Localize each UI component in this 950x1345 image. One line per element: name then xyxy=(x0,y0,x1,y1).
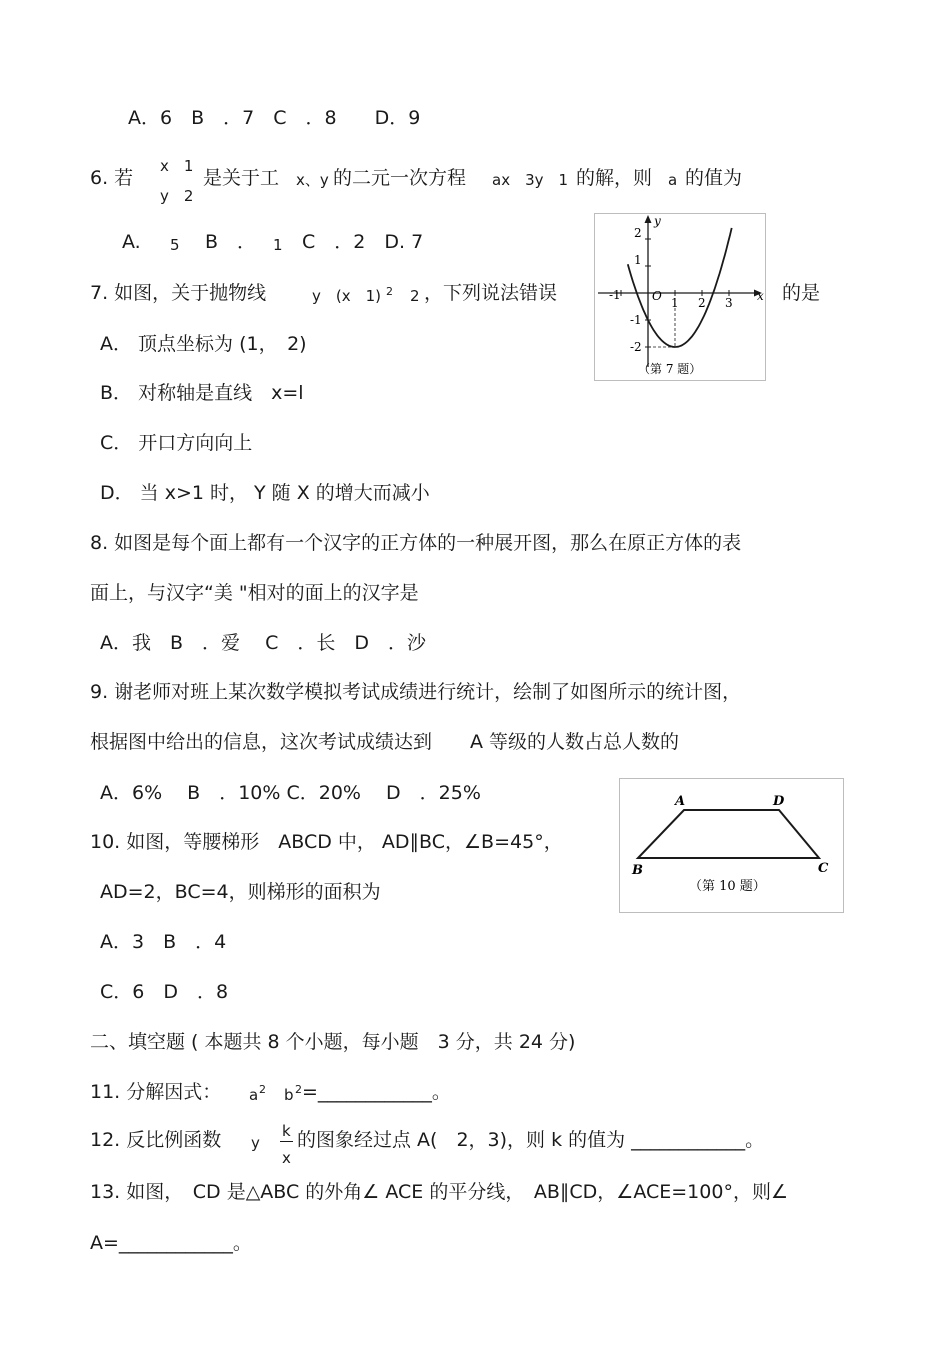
q7-option-d: D． 当 x>1 时， Y 随 X 的增大而减小 xyxy=(100,482,430,504)
q7-stem-end: ，下列说法错误 xyxy=(424,282,558,304)
parabola-curve xyxy=(628,228,732,347)
q10-line1: 10. 如图，等腰梯形 ABCD 中， AD∥BC，∠B=45°， xyxy=(90,831,563,853)
vertex-c-label: C xyxy=(818,861,829,876)
q12-y: y xyxy=(251,1134,260,1152)
q6-option-cd: C ．2 D. 7 xyxy=(302,231,424,253)
q12-fraction-numerator: k xyxy=(282,1122,291,1140)
q6-system-x: x 1 xyxy=(160,157,194,175)
q9-line2: 根据图中给出的信息，这次考试成绩达到 A 等级的人数占总人数的 xyxy=(90,731,680,753)
y-axis-arrow xyxy=(645,215,652,223)
q7-parabola-figure xyxy=(594,213,766,381)
q13-line1: 13. 如图， CD 是△ABC 的外角∠ ACE 的平分线， AB∥CD，∠ACE=100°，则∠ xyxy=(90,1181,788,1203)
y-axis-label: y xyxy=(654,214,661,228)
q8-options: A．我 B ．爱 C ．长 D ．沙 xyxy=(100,632,426,654)
vertex-a-label: A xyxy=(675,794,686,809)
vertex-d-label: D xyxy=(773,794,785,809)
q6-option-a-value: 5 xyxy=(170,236,180,254)
q11-answer-blank: =____________。 xyxy=(302,1081,451,1103)
q9-options: A．6% B ．10% C．20% D ．25% xyxy=(100,782,481,804)
q8-line1: 8. 如图是每个面上都有一个汉字的正方体的一种展开图，那么在原正方体的表 xyxy=(90,532,742,554)
x-tick-1: 1 xyxy=(671,296,679,310)
y-tick-minus1: -1 xyxy=(630,313,642,327)
q6-option-a: A. xyxy=(122,231,141,253)
q7-formula: y (x 1) xyxy=(312,287,382,305)
origin-label: O xyxy=(652,289,662,303)
q7-option-a: A． 顶点坐标为 (1， 2) xyxy=(100,333,307,355)
q7-option-b: B． 对称轴是直线 x=l xyxy=(100,382,304,404)
q13-line2: A=____________。 xyxy=(90,1232,252,1254)
y-tick-2: 2 xyxy=(634,226,642,240)
q6-number: 6. 若 xyxy=(90,167,134,189)
q7-figure-caption: （第 7 题） xyxy=(638,362,702,376)
q12-stem: 12. 反比例函数 xyxy=(90,1129,222,1151)
q9-line1: 9. 谢老师对班上某次数学模拟考试成绩进行统计，绘制了如图所示的统计图， xyxy=(90,681,742,703)
q10-options-cd: C．6 D ．8 xyxy=(100,981,229,1003)
x-tick-3: 3 xyxy=(725,296,733,310)
x-axis-label: x xyxy=(757,289,764,303)
section2-heading: 二、填空题 ( 本题共 8 个小题，每小题 3 分，共 24 分) xyxy=(90,1031,576,1053)
q7-stem: 7. 如图，关于抛物线 xyxy=(90,282,267,304)
q6-option-b-value: 1 xyxy=(273,236,283,254)
y-tick-1: 1 xyxy=(634,253,642,267)
q10-line2: AD=2，BC=4，则梯形的面积为 xyxy=(100,881,381,903)
q11-stem: 11. 分解因式： xyxy=(90,1081,222,1103)
q11-a: a xyxy=(249,1086,259,1104)
y-tick-minus2: -2 xyxy=(630,340,642,354)
q12-fraction-bar xyxy=(280,1141,293,1142)
q8-line2: 面上，与汉字“美 "相对的面上的汉字是 xyxy=(90,582,419,604)
q6-text2: 的二元一次方程 xyxy=(333,167,467,189)
q11-exponent-2: 2 xyxy=(295,1083,302,1096)
q10-options-ab: A．3 B ．4 xyxy=(100,931,227,953)
q6-text3: 的解，则 xyxy=(576,167,653,189)
x-tick-minus1: -1 xyxy=(609,288,621,302)
q6-equation: ax 3y 1 xyxy=(492,171,569,189)
q7-stem-tail: 的是 xyxy=(782,282,821,304)
q7-option-c: C． 开口方向向上 xyxy=(100,432,253,454)
q11-b: b xyxy=(284,1086,294,1104)
q12-stem-end: 的图象经过点 A( 2，3)，则 k 的值为 ____________。 xyxy=(297,1129,765,1151)
q11-exponent-1: 2 xyxy=(259,1083,266,1096)
q5-options: A．6 B ．7 C ．8 D．9 xyxy=(128,107,421,129)
q7-formula-tail: 2 xyxy=(410,287,420,305)
q10-figure-caption: （第 10 题） xyxy=(689,879,766,894)
q6-var-a: a xyxy=(668,171,678,189)
trapezoid-abcd xyxy=(638,810,819,858)
q7-formula-exponent: 2 xyxy=(386,285,393,298)
q12-fraction-denominator: x xyxy=(282,1149,291,1167)
x-tick-2: 2 xyxy=(698,296,706,310)
q6-system-y: y 2 xyxy=(160,187,194,205)
q10-trapezoid-figure xyxy=(619,778,844,913)
q6-text1: 是关于工 xyxy=(203,167,280,189)
q6-option-b: B ． xyxy=(205,231,257,253)
q6-vars: x、y xyxy=(296,171,329,189)
q6-text4: 的值为 xyxy=(685,167,743,189)
vertex-b-label: B xyxy=(632,863,643,878)
